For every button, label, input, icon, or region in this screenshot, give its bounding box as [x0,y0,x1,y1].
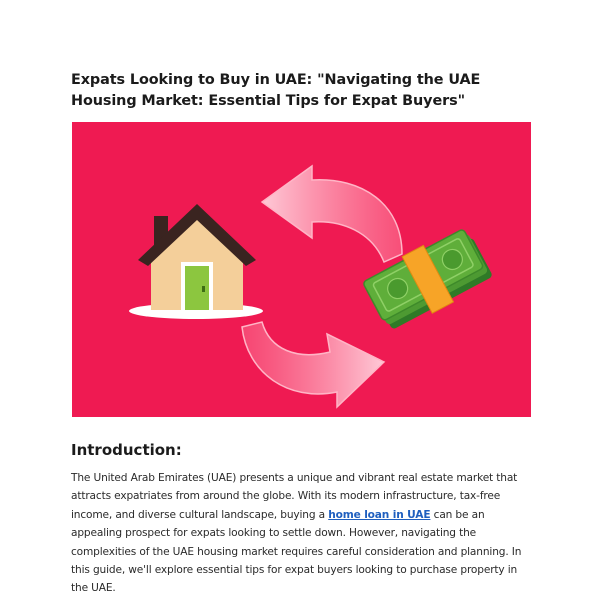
article-title: Expats Looking to Buy in UAE: "Navigating the UAE Housing Market: Essential Tips for Expat Buyers" [71,72,481,109]
hero-svg [72,122,531,417]
home-loan-link[interactable]: home loan in UAE [328,508,431,521]
paragraph-text-start: The United Arab Emirates (UAE) presents a unique and vibrant real estate market that attracts expatriates from around the globe. With its modern infrastructure, tax-free income, and diverse cultural landscape, buying a [71,472,518,521]
house-icon [129,204,263,319]
intro-heading: Introduction: [71,441,182,459]
hero-illustration [72,122,531,417]
intro-paragraph [71,469,533,598]
paragraph-text-end: can be an appealing prospect for expats looking to settle down. However, navigating the complexities of the UAE housing market requires careful consideration and planning. In this guide, we'll explore essential tips for expat buyers looking to purchase property in the UAE. [71,508,522,595]
